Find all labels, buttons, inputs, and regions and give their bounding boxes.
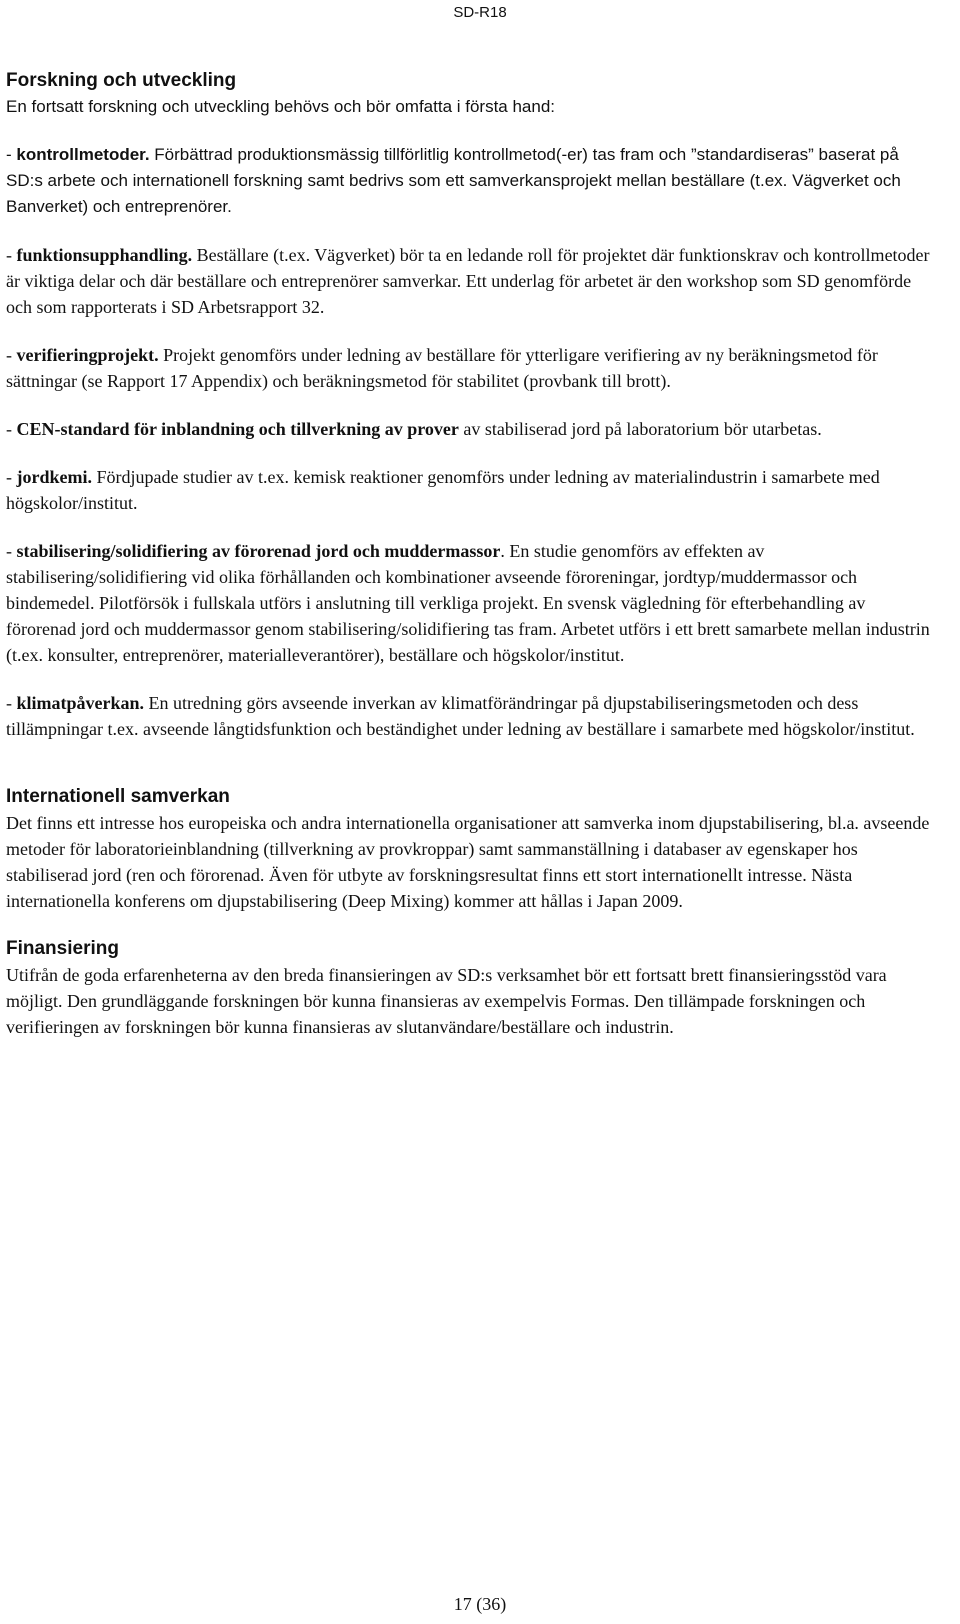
item-text: Projekt genomförs under ledning av beställare för ytterligare verifiering av ny beräkningsmetod för sättningar (se Rapport 17 Appendix) och beräkningsmetod för stabilitet (provbank till brott). xyxy=(6,345,878,391)
item-prefix: - xyxy=(6,419,17,439)
item-text: av stabiliserad jord på laboratorium bör utarbetas. xyxy=(458,419,822,439)
list-item-kontrollmetoder xyxy=(6,142,936,220)
section-heading-finansiering: Finansiering xyxy=(6,938,119,959)
item-prefix: - xyxy=(6,467,17,487)
document-body xyxy=(6,68,936,1062)
section-heading-internationell: Internationell samverkan xyxy=(6,786,230,807)
list-item-klimatpaverkan xyxy=(6,690,936,742)
section-body-finansiering: Utifrån de goda erfarenheterna av den breda finansieringen av SD:s verksamhet bör ett fortsatt brett finansieringsstöd vara möjligt. Den grundläggande forskningen bör kunna finansieras av exempelvis Formas. Den tillämpade forskningen och verifieringen av forskningen bör kunna finansieras av slutanvändare/beställare och industrin. xyxy=(6,965,887,1037)
item-text: Förbättrad produktionsmässig tillförlitlig kontrollmetod(-er) tas fram och ”standardiseras” baserat på SD:s arbete och internationell forskning samt bedrivs som ett samverkansprojekt mellan beställare (t.ex. Vägverket och Banverket) och entreprenörer. xyxy=(6,145,901,216)
item-text: Beställare (t.ex. Vägverket) bör ta en ledande roll för projektet där funktionskrav och kontrollmetoder är viktiga delar och där beställare och entreprenörer samverkar. Ett underlag för arbetet är den workshop som SD genomförde och som rapporterats i SD Arbetsrapport 32. xyxy=(6,245,930,317)
item-text: En utredning görs avseende inverkan av klimatförändringar på djupstabiliseringsmetoden och dess tillämpningar t.ex. avseende långtidsfunktion och beständighet under ledning av beställare i samarbete med högskolor/institut. xyxy=(6,693,915,739)
list-item-jordkemi xyxy=(6,464,936,516)
item-prefix: - xyxy=(6,693,17,713)
list-item-stabilisering xyxy=(6,538,936,668)
document-id: SD-R18 xyxy=(453,4,507,21)
item-prefix: - xyxy=(6,541,17,561)
item-keyword: kontrollmetoder. xyxy=(16,145,150,164)
item-keyword: CEN-standard för inblandning och tillverkning av prover xyxy=(16,419,459,439)
list-item-cen-standard xyxy=(6,416,936,442)
item-keyword: verifieringprojekt. xyxy=(16,345,159,365)
item-keyword: klimatpåverkan. xyxy=(16,693,145,713)
list-item-funktionsupphandling xyxy=(6,242,936,320)
section-intro: En fortsatt forskning och utveckling behövs och bör omfatta i första hand: xyxy=(6,97,556,116)
item-text: . En studie genomförs av effekten av stabilisering/solidifiering vid olika förhållanden och kombinationer avseende föroreningar, jordtyp/muddermassor och bindemedel. Pilotförsök i fullskala utförs i anslutning till verkliga projekt. En svensk vägledning för efterbehandling av förorenad jord och muddermassor genom stabilisering/solidifiering tas fram. Arbetet utförs i ett brett samarbete mellan industrin (t.ex. konsulter, entreprenörer, materialleverantörer), beställare och högskolor/institut. xyxy=(6,541,930,665)
section-spacer xyxy=(6,764,936,784)
item-prefix: - xyxy=(6,345,17,365)
section-body-internationell: Det finns ett intresse hos europeiska och andra internationella organisationer att samverka inom djupstabilisering, bl.a. avseende metoder för laboratorieinblandning (tillverkning av provkroppar) samt sammanställning i databaser av egenskaper hos stabiliserad jord (ren och förorenad. Även för utbyte av forskningsresultat finns ett stort internationellt intresse. Nästa internationella konferens om djupstabilisering (Deep Mixing) kommer att hållas i Japan 2009. xyxy=(6,813,930,911)
item-keyword: funktionsupphandling. xyxy=(16,245,193,265)
item-text: Fördjupade studier av t.ex. kemisk reaktioner genomförs under ledning av materialindustrin i samarbete med högskolor/institut. xyxy=(6,467,880,513)
item-prefix: - xyxy=(6,245,17,265)
item-prefix: - xyxy=(6,145,17,164)
page-number: 17 (36) xyxy=(453,1594,507,1614)
item-keyword: jordkemi. xyxy=(16,467,92,487)
item-keyword: stabilisering/solidifiering av förorenad jord och muddermassor xyxy=(16,541,501,561)
section-heading-forskning: Forskning och utveckling xyxy=(6,70,237,91)
list-item-verifieringprojekt xyxy=(6,342,936,394)
